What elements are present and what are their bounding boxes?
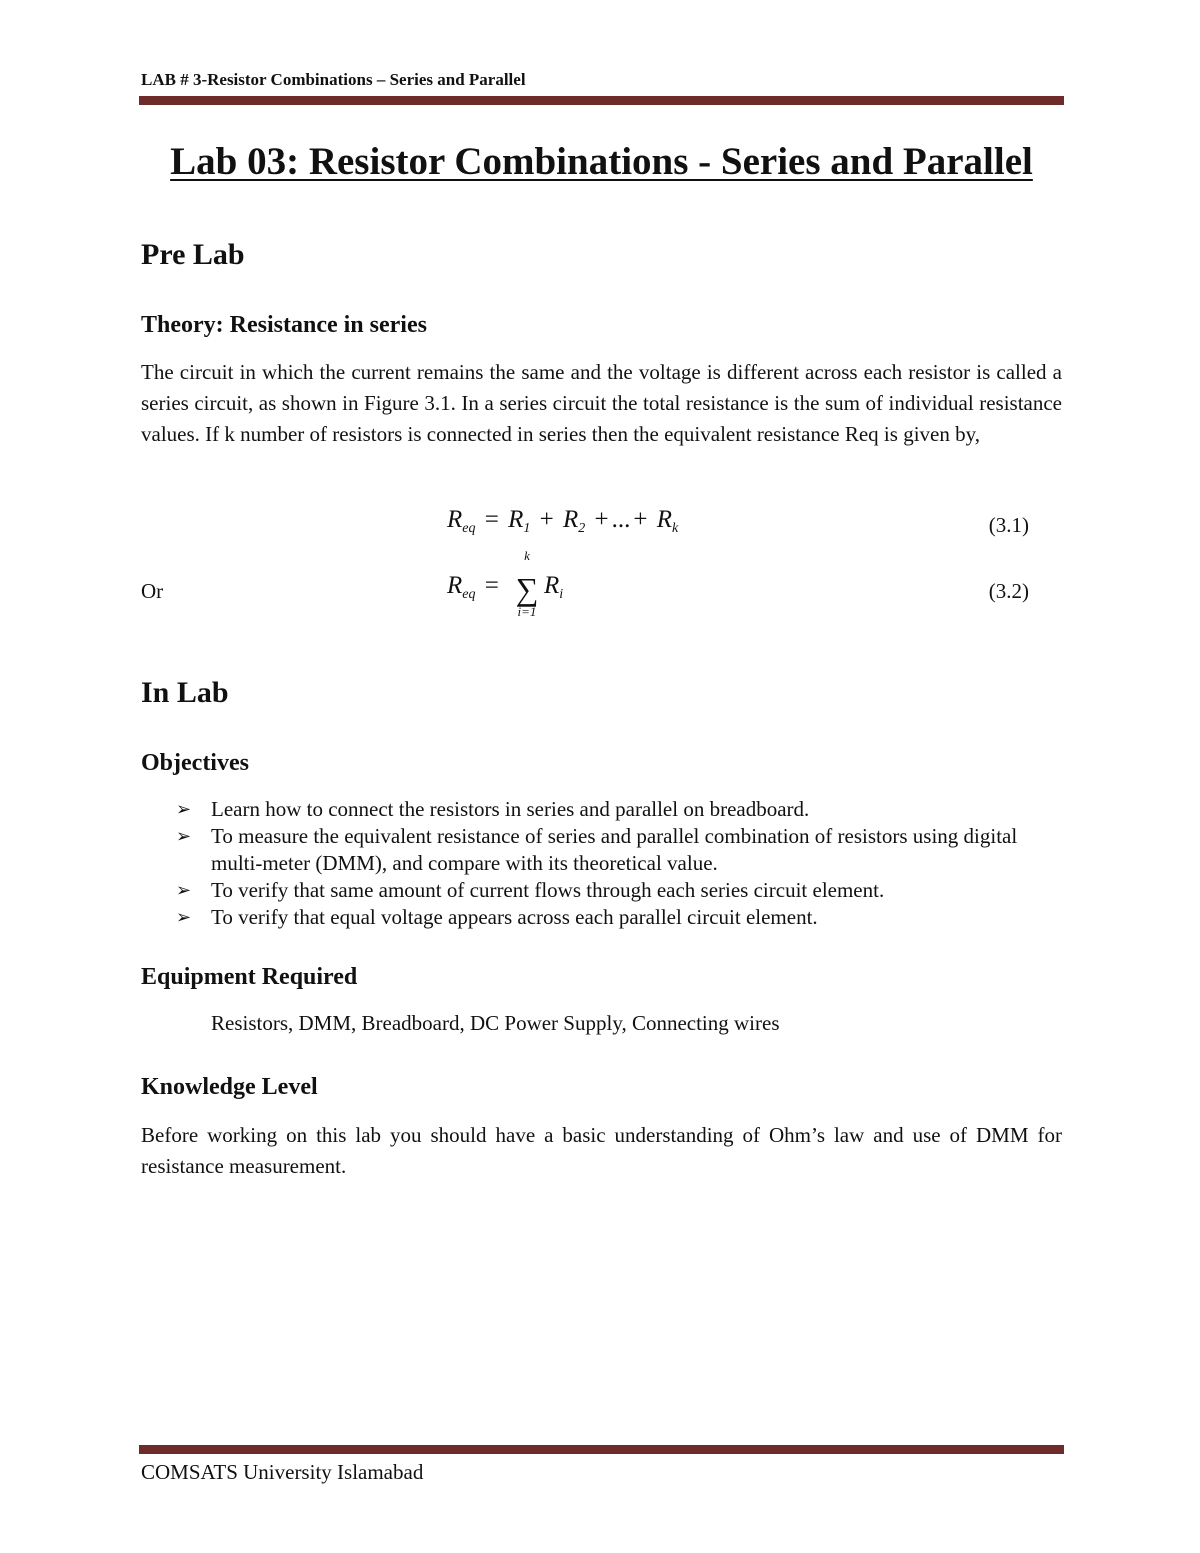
- pre-lab-heading: Pre Lab: [141, 238, 245, 271]
- equipment-list: Resistors, DMM, Breadboard, DC Power Supply, Connecting wires: [211, 1011, 780, 1035]
- objective-text: To verify that equal voltage appears across each parallel circuit element.: [211, 905, 818, 929]
- eq1-term-1: R: [508, 506, 524, 533]
- arrow-bullet-icon: ➢: [176, 880, 192, 900]
- sum-upper-limit: k: [524, 548, 530, 563]
- header-rule: [139, 96, 1064, 105]
- list-item: [176, 877, 1064, 904]
- objective-text: Learn how to connect the resistors in series and parallel on breadboard.: [211, 797, 810, 821]
- list-item: [176, 904, 1064, 931]
- equation-number: (3.1): [988, 513, 1029, 537]
- equation-3-2: [141, 548, 1029, 619]
- theory-paragraph: The circuit in which the current remains the same and the voltage is different across each resistor is called a series circuit, as shown in Figure 3.1. In a series circuit the total resistance is the sum of individual resistance values. If k number of resistors is connected in series then the equivalent resistance Req is given by,: [141, 360, 1062, 446]
- eq2-term-sub: i: [559, 587, 564, 602]
- equation-3-2-term: [544, 572, 563, 603]
- eq1-lhs-sub: eq: [462, 521, 476, 536]
- equation-3-1: [141, 506, 1029, 546]
- arrow-bullet-icon: ➢: [176, 907, 192, 927]
- eq2-lhs: R: [447, 572, 463, 599]
- arrow-bullet-icon: ➢: [176, 826, 192, 846]
- equation-3-1-formula: $R_{eq} = R_1 + R_2$ + ... + $R_k$: [447, 506, 679, 536]
- eq2-term: R: [544, 572, 560, 599]
- in-lab-heading: In Lab: [141, 676, 229, 709]
- sigma-glyph: ∑: [515, 571, 539, 607]
- running-header: LAB # 3-Resistor Combinations – Series and Parallel: [141, 70, 526, 89]
- objectives-heading: Objectives: [141, 750, 249, 776]
- eq2-lhs-sub: eq: [462, 587, 476, 602]
- eq1-term-1-sub: 1: [523, 521, 531, 536]
- eq1-term-4-sub: k: [672, 521, 679, 536]
- equation-3-2-formula: $R_{eq}$ =: [447, 572, 499, 602]
- summation-symbol: [512, 548, 542, 619]
- arrow-bullet-icon: ➢: [176, 799, 192, 819]
- objectives-list: [176, 796, 1064, 931]
- objective-text: To verify that same amount of current flows through each series circuit element.: [211, 878, 885, 902]
- equipment-heading: Equipment Required: [141, 964, 358, 990]
- objective-text: To measure the equivalent resistance of series and parallel combination of resistors using digital multi-meter (DMM), and compare with its theoretical value.: [211, 824, 1018, 875]
- eq1-lhs: R: [447, 506, 463, 533]
- eq1-term-4: R: [656, 506, 673, 533]
- list-item: [176, 796, 1064, 823]
- page-title: Lab 03: Resistor Combinations - Series and Parallel: [170, 140, 1033, 183]
- list-item: [176, 823, 1064, 877]
- equation-prefix-or: Or: [141, 579, 164, 603]
- footer-rule: [139, 1445, 1064, 1454]
- eq1-term-2-sub: 2: [578, 521, 586, 536]
- theory-heading: Theory: Resistance in series: [141, 312, 427, 338]
- eq1-term-3: ...: [611, 506, 631, 533]
- equation-number: (3.2): [988, 579, 1029, 603]
- footer-institution: COMSATS University Islamabad: [141, 1460, 424, 1484]
- knowledge-heading: Knowledge Level: [141, 1074, 318, 1100]
- knowledge-paragraph: Before working on this lab you should have a basic understanding of Ohm’s law and use of DMM for resistance measurement.: [141, 1123, 1062, 1178]
- eq1-term-2: R: [563, 506, 579, 533]
- sum-lower-limit: i=1: [517, 604, 537, 619]
